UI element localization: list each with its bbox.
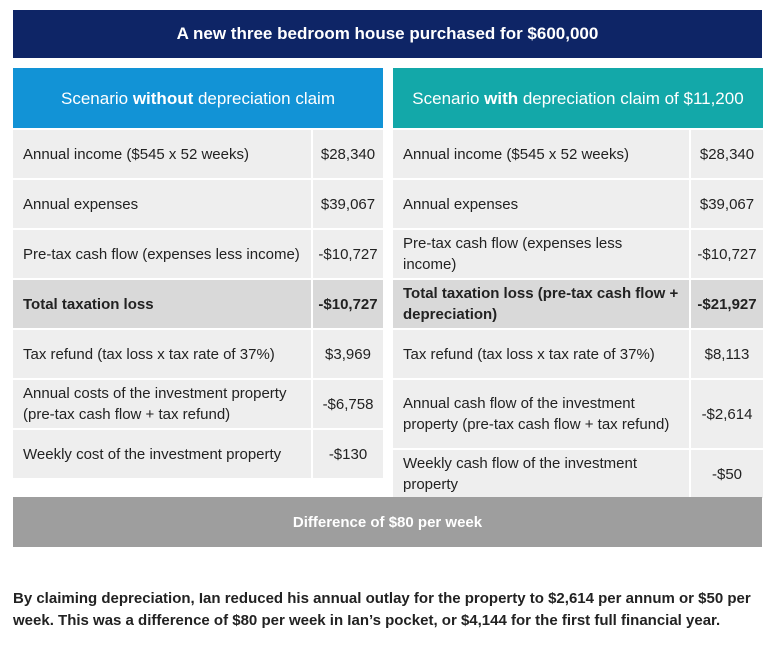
row-value: $39,067	[311, 180, 383, 228]
scenario-with-header-text	[412, 86, 743, 111]
header-post: depreciation claim	[193, 88, 335, 108]
row-value: -$2,614	[689, 380, 763, 448]
row-value: $39,067	[689, 180, 763, 228]
header-emphasis: without	[132, 88, 194, 108]
header-pre: Scenario	[412, 88, 485, 108]
row-value: -$130	[311, 430, 383, 478]
table-row-total	[393, 280, 763, 328]
row-label: Annual income ($545 x 52 weeks)	[403, 145, 629, 163]
row-label: Pre-tax cash flow (expenses less income)	[403, 235, 623, 273]
row-label: Pre-tax cash flow (expenses less income)	[23, 245, 300, 263]
row-label: Tax refund (tax loss x tax rate of 37%)	[23, 345, 275, 363]
row-label: Annual expenses	[403, 195, 519, 213]
table-row	[13, 180, 383, 228]
row-value: -$10,727	[311, 280, 383, 328]
row-value: $8,113	[689, 330, 763, 378]
table-row	[393, 450, 763, 498]
row-value: -$21,927	[689, 280, 763, 328]
difference-text: Difference of $80 per week	[292, 513, 483, 531]
header-emphasis: with	[484, 88, 519, 108]
row-value: $28,340	[311, 130, 383, 178]
row-label: Annual income ($545 x 52 weeks)	[23, 145, 249, 163]
table-row	[13, 230, 383, 278]
page-title: A new three bedroom house purchased for $600,000	[176, 24, 599, 43]
scenario-with-depreciation-table	[393, 68, 763, 498]
table-row	[13, 130, 383, 178]
row-label: Tax refund (tax loss x tax rate of 37%)	[403, 345, 655, 363]
scenario-without-header	[13, 68, 383, 128]
row-value: -$50	[689, 450, 763, 498]
row-label: Weekly cash flow of the investment property	[403, 455, 637, 493]
table-row	[393, 130, 763, 178]
table-row	[13, 380, 383, 428]
table-row	[393, 330, 763, 378]
row-label: Weekly cost of the investment property	[23, 445, 282, 463]
row-value: $28,340	[689, 130, 763, 178]
row-value: -$10,727	[311, 230, 383, 278]
header-post: depreciation claim of $11,200	[518, 88, 744, 108]
difference-bar	[13, 497, 762, 547]
scenario-without-header-text	[61, 86, 335, 111]
table-row	[393, 180, 763, 228]
table-row	[13, 330, 383, 378]
page-title-banner	[13, 10, 762, 58]
row-value: -$6,758	[311, 380, 383, 428]
row-value: $3,969	[311, 330, 383, 378]
header-pre: Scenario	[61, 88, 133, 108]
row-value: -$10,727	[689, 230, 763, 278]
table-row	[393, 380, 763, 448]
summary-note: By claiming depreciation, Ian reduced his annual outlay for the property to $2,614 per annum or $50 per week. This was a difference of $80 per week in Ian’s pocket, or $4,144 for the first full financial year.	[13, 590, 751, 629]
table-row	[13, 430, 383, 478]
row-label: Total taxation loss	[23, 295, 154, 313]
row-label: Annual costs of the investment property (pre-tax cash flow + tax refund)	[23, 385, 287, 423]
table-row-total	[13, 280, 383, 328]
table-row	[393, 230, 763, 278]
scenario-without-depreciation-table	[13, 68, 383, 478]
scenario-with-header	[393, 68, 763, 128]
row-label: Annual expenses	[23, 195, 139, 213]
row-label: Annual cash flow of the investment property (pre-tax cash flow + tax refund)	[403, 395, 670, 433]
row-label: Total taxation loss (pre-tax cash flow + depreciation)	[403, 285, 679, 323]
